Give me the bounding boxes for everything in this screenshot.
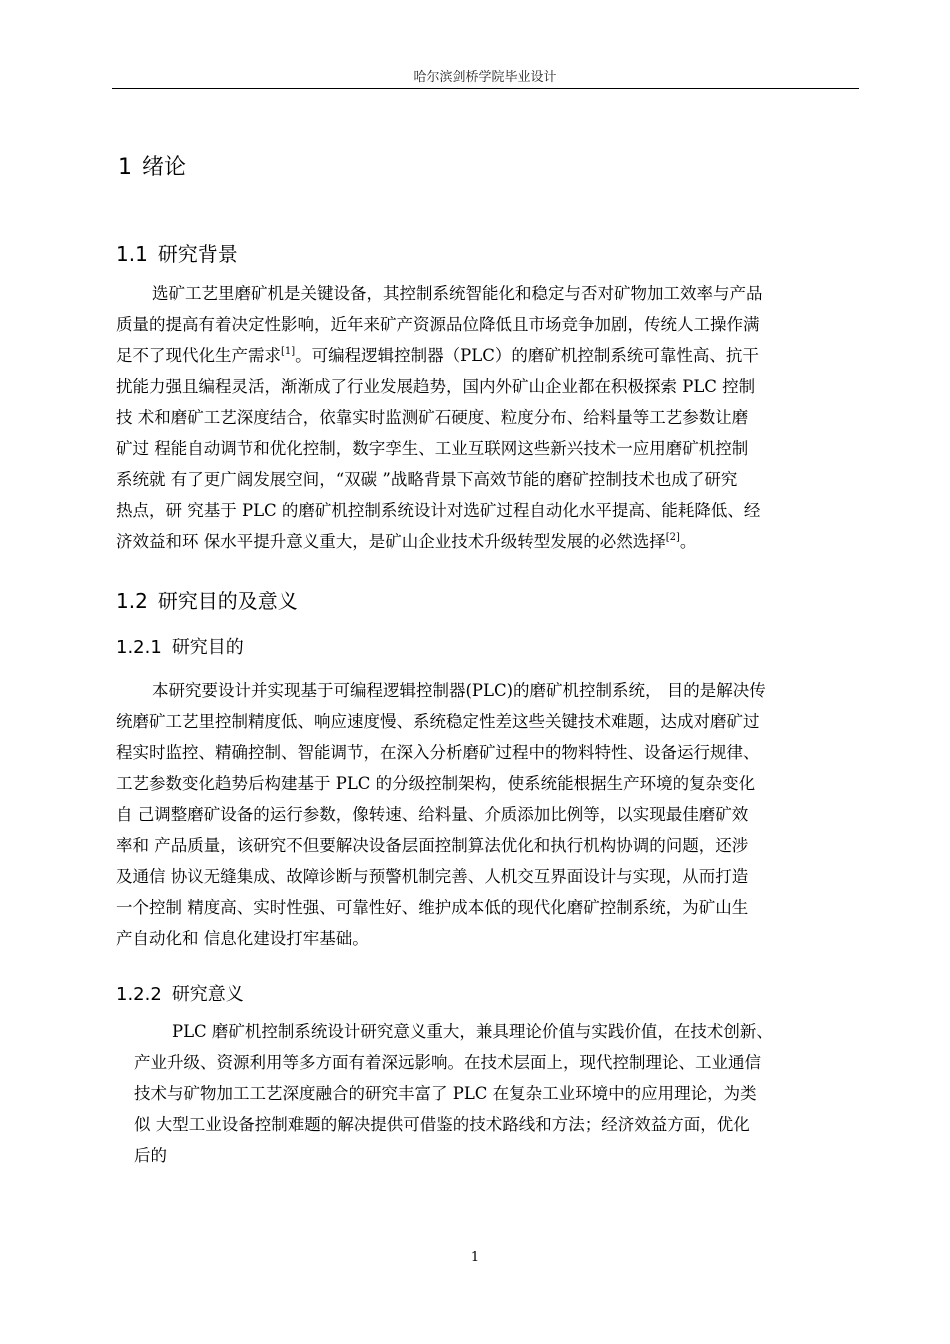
section-title: 研究目的及意义 bbox=[157, 589, 298, 613]
page-number: 1 bbox=[470, 1250, 480, 1265]
header-divider bbox=[112, 88, 859, 89]
text-line: 似 大型工业设备控制难题的解决提供可借鉴的技术路线和方法；经济效益方面，优化 bbox=[134, 1115, 750, 1134]
text-line: 选矿工艺里磨矿机是关键设备，其控制系统智能化和稳定与否对矿物加工效率与产品 bbox=[152, 284, 763, 303]
subsection-number: 1.2.1 bbox=[116, 637, 162, 658]
text-segment: 。 bbox=[679, 532, 697, 551]
text-line: 产业升级、资源利用等多方面有着深远影响。在技术层面上，现代控制理论、工业通信 bbox=[134, 1053, 761, 1072]
text-segment: 济效益和环 保水平提升意义重大，是矿山企业技术升级转型发展的必然选择 bbox=[116, 532, 666, 551]
subsection-heading-1-2-2 bbox=[116, 980, 244, 1006]
text-line: 产自动化和 信息化建设打牢基础。 bbox=[116, 929, 369, 948]
text-line: 及通信 协议无缝集成、故障诊断与预警机制完善、人机交互界面设计与实现，从而打造 bbox=[116, 867, 749, 886]
subsection-title: 研究目的 bbox=[171, 637, 244, 658]
text-line: 工艺参数变化趋势后构建基于 PLC 的分级控制架构，使系统能根据生产环境的复杂变化 bbox=[116, 774, 756, 793]
page-header: 哈尔滨剑桥学院毕业设计 bbox=[413, 70, 557, 85]
text-segment: 足不了现代化生产需求 bbox=[116, 346, 281, 365]
paragraph-research-significance bbox=[134, 1016, 861, 1171]
text-segment: 。可编程逻辑控制器（PLC）的磨矿机控制系统可靠性高、抗干 bbox=[295, 346, 759, 365]
text-line: 扰能力强且编程灵活，渐渐成了行业发展趋势，国内外矿山企业都在积极探索 PLC 控制 bbox=[116, 377, 756, 396]
text-line: 一个控制 精度高、实时性强、可靠性好、维护成本低的现代化磨矿控制系统，为矿山生 bbox=[116, 898, 749, 917]
paragraph-research-purpose bbox=[116, 675, 861, 954]
subsection-heading-1-2-1 bbox=[116, 633, 244, 659]
text-line bbox=[116, 340, 861, 371]
text-line: 统磨矿工艺里控制精度低、响应速度慢、系统稳定性差这些关键技术难题，达成对磨矿过 bbox=[116, 712, 760, 731]
text-line: 质量的提高有着决定性影响，近年来矿产资源品位降低且市场竞争加剧，传统人工操作满 bbox=[116, 315, 760, 334]
text-line: 程实时监控、精确控制、智能调节，在深入分析磨矿过程中的物料特性、设备运行规律、 bbox=[116, 743, 760, 762]
subsection-title: 研究意义 bbox=[171, 984, 244, 1005]
section-heading-1-1 bbox=[116, 238, 238, 267]
text-line: 率和 产品质量，该研究不但要解决设备层面控制算法优化和执行机构协调的问题，还涉 bbox=[116, 836, 749, 855]
subsection-number: 1.2.2 bbox=[116, 984, 162, 1005]
text-line: PLC 磨矿机控制系统设计研究意义重大，兼具理论价值与实践价值，在技术创新、 bbox=[172, 1022, 773, 1041]
section-number: 1.2 bbox=[116, 589, 148, 613]
text-line: 热点，研 究基于 PLC 的磨矿机控制系统设计对选矿过程自动化水平提高、能耗降低、经 bbox=[116, 501, 761, 520]
text-line: 系统就 有了更广阔发展空间，“双碳 ”战略背景下高效节能的磨矿控制技术也成了研究 bbox=[116, 470, 738, 489]
paragraph-research-background bbox=[116, 278, 861, 557]
citation-ref-2[interactable]: [2] bbox=[665, 532, 680, 543]
section-heading-1-2 bbox=[116, 585, 298, 614]
text-line: 技术与矿物加工工艺深度融合的研究丰富了 PLC 在复杂工业环境中的应用理论，为类 bbox=[134, 1084, 757, 1103]
chapter-title: 绪论 bbox=[142, 155, 187, 180]
text-line bbox=[116, 526, 861, 557]
section-title: 研究背景 bbox=[157, 242, 238, 266]
section-number: 1.1 bbox=[116, 242, 148, 266]
citation-ref-1[interactable]: [1] bbox=[281, 346, 296, 357]
chapter-heading bbox=[118, 150, 186, 181]
text-line: 技 术和磨矿工艺深度结合，依靠实时监测矿石硬度、粒度分布、给料量等工艺参数让磨 bbox=[116, 408, 749, 427]
text-line: 本研究要设计并实现基于可编程逻辑控制器(PLC)的磨矿机控制系统， 目的是解决传 bbox=[152, 681, 766, 700]
text-line: 自 己调整磨矿设备的运行参数，像转速、给料量、介质添加比例等，以实现最佳磨矿效 bbox=[116, 805, 749, 824]
text-line: 后的 bbox=[134, 1146, 167, 1165]
chapter-number: 1 bbox=[118, 155, 132, 180]
text-line: 矿过 程能自动调节和优化控制，数字孪生、工业互联网这些新兴技术一应用磨矿机控制 bbox=[116, 439, 749, 458]
